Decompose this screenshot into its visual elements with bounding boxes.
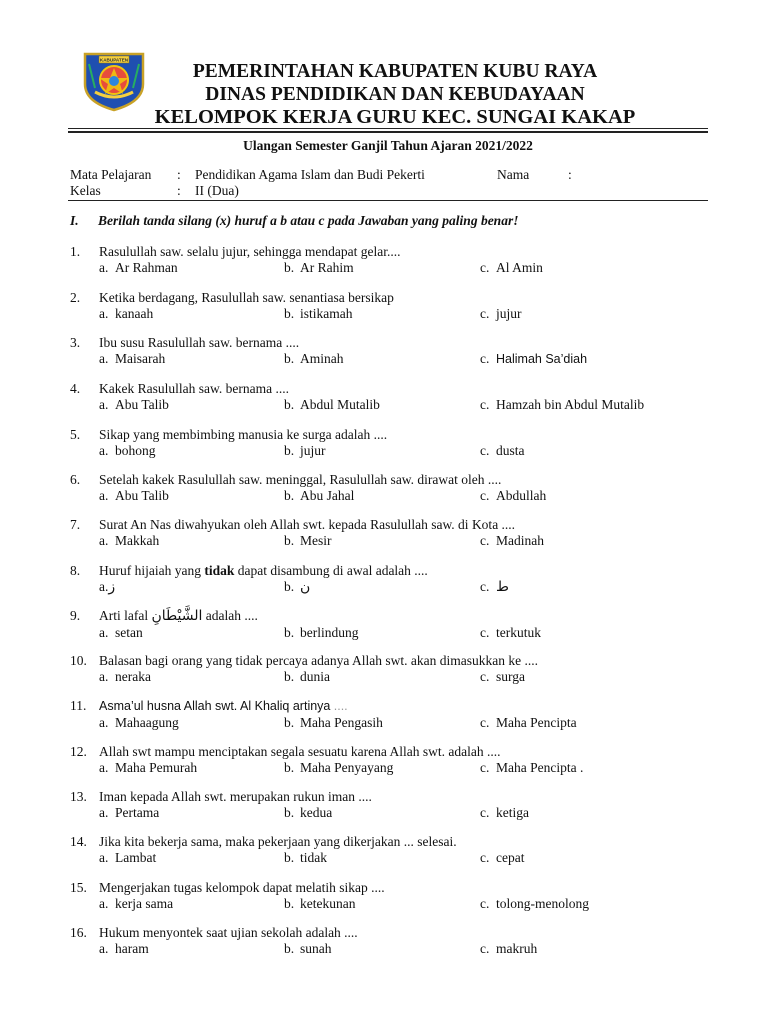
header-line-3: KELOMPOK KERJA GURU KEC. SUNGAI KAKAP: [154, 106, 636, 128]
option-c: c. makruh: [480, 940, 538, 956]
option-a: a. bohong: [99, 442, 156, 458]
emphasis-word: tidak: [204, 563, 235, 578]
question-number: 14.: [70, 834, 87, 849]
question-number: 15.: [70, 880, 87, 895]
option-b: b. Abdul Mutalib: [284, 396, 380, 412]
question-text: Ketika berdagang, Rasulullah saw. senantiasa bersikap: [99, 290, 394, 305]
option-b: b. kedua: [284, 804, 333, 820]
option-a: a. Abu Talib: [99, 396, 169, 412]
question-text: Mengerjakan tugas kelompok dapat melatih sikap ....: [99, 880, 385, 895]
option-b: b. ketekunan: [284, 895, 356, 911]
question-number: 13.: [70, 789, 87, 804]
meta-rule: [68, 200, 708, 201]
option-b: b. sunah: [284, 940, 332, 956]
option-a: a. haram: [99, 940, 149, 956]
option-b: b. Ar Rahim: [284, 259, 354, 275]
question-text: Hukum menyontek saat ujian sekolah adalah ....: [99, 925, 358, 940]
district-logo: [77, 48, 151, 112]
class-label: Kelas: [70, 183, 101, 198]
question-number: 10.: [70, 653, 87, 668]
name-label: Nama: [497, 167, 530, 182]
option-a: a. Mahaagung: [99, 714, 179, 730]
header-line-1: PEMERINTAHAN KABUPATEN KUBU RAYA: [192, 61, 598, 82]
option-c: c. Al Amin: [480, 259, 543, 275]
question-14: [70, 834, 710, 865]
subject-label: Mata Pelajaran: [70, 167, 152, 182]
question-6: [70, 472, 710, 503]
option-a: a. Makkah: [99, 532, 160, 548]
option-a: a. neraka: [99, 668, 151, 684]
header-rule-top: [68, 128, 708, 129]
question-number: 2.: [70, 290, 81, 305]
question-number: 3.: [70, 335, 81, 350]
option-a: a. Ar Rahman: [99, 259, 178, 275]
header-line-2: DINAS PENDIDIKAN DAN KEBUDAYAAN: [205, 84, 585, 105]
question-2: [70, 290, 710, 321]
question-text: Allah swt mampu menciptakan segala sesuatu karena Allah swt. adalah ....: [99, 744, 501, 759]
option-c: c. Hamzah bin Abdul Mutalib: [480, 396, 645, 412]
letterhead: [150, 60, 640, 129]
question-text: Asma’ul husna Allah swt. Al Khaliq artinya: [99, 699, 331, 713]
class-colon: :: [177, 183, 181, 198]
question-5: [70, 427, 710, 458]
question-8: 8. Huruf hijaiah yang tidak dapat disambung di awal adalah .... a.ز b. ن c. ط: [70, 563, 509, 595]
question-11: 11. Asma’ul husna Allah swt. Al Khaliq artinya .... a. Mahaagung b. Maha Pengasih c. Maha Pencipta: [70, 698, 577, 730]
question-text: Surat An Nas diwahyukan oleh Allah swt. kepada Rasulullah saw. di Kota ....: [99, 517, 516, 532]
question-number: 16.: [70, 925, 87, 940]
logo-text: KABUPATEN: [99, 57, 129, 63]
option-a: a. Maisarah: [99, 350, 166, 366]
question-15: [70, 880, 710, 911]
option-b: b. jujur: [284, 442, 326, 458]
option-a: a. Lambat: [99, 849, 157, 865]
option-b: b. Abu Jahal: [284, 487, 355, 503]
question-text: Ibu susu Rasulullah saw. bernama ....: [99, 335, 300, 350]
question-number: 5.: [70, 427, 81, 442]
option-c: c. Maha Pencipta: [480, 714, 577, 730]
section-instruction: [70, 213, 518, 229]
option-c: c. Halimah Sa’diah: [480, 350, 588, 366]
arabic-word: الشَّيْطَانِ: [151, 608, 203, 624]
option-a: a. kanaah: [99, 305, 154, 321]
option-b: b. dunia: [284, 668, 330, 684]
option-c: c. Abdullah: [480, 487, 547, 503]
option-c: c. dusta: [480, 442, 525, 458]
subject-value: Pendidikan Agama Islam dan Budi Pekerti: [195, 167, 425, 182]
question-number: 7.: [70, 517, 81, 532]
option-b: b. istikamah: [284, 305, 353, 321]
class-value: II (Dua): [195, 183, 239, 198]
question-text: Balasan bagi orang yang tidak percaya adanya Allah swt. akan dimasukkan ke ....: [99, 653, 538, 668]
name-colon: :: [568, 167, 572, 182]
question-number: 9.: [70, 608, 81, 623]
option-a: a. Maha Pemurah: [99, 759, 198, 775]
question-text: Sikap yang membimbing manusia ke surga adalah ....: [99, 427, 388, 442]
question-3: [70, 335, 710, 366]
option-a: a. Abu Talib: [99, 487, 169, 503]
option-c: c. Maha Pencipta .: [480, 759, 584, 775]
option-c: c. Madinah: [480, 532, 544, 548]
question-text: Jika kita bekerja sama, maka pekerjaan yang dikerjakan ... selesai.: [99, 834, 457, 849]
option-b: b. Mesir: [284, 532, 332, 548]
question-number: 12.: [70, 744, 87, 759]
question-9: 9. Arti lafal الشَّيْطَانِ adalah .... a. setan b. berlindung c. terkutuk: [70, 608, 541, 640]
option-c: c. surga: [480, 668, 525, 684]
question-10: [70, 653, 710, 684]
subject-colon: :: [177, 167, 181, 182]
question-1: [70, 244, 710, 275]
header-rule-bottom: [68, 131, 708, 133]
option-c: c. ketiga: [480, 804, 529, 820]
question-number: 1.: [70, 244, 81, 259]
option-a: a. Pertama: [99, 804, 160, 820]
option-b: b. Maha Pengasih: [284, 714, 383, 730]
option-b: b. tidak: [284, 849, 327, 865]
question-number: 4.: [70, 381, 81, 396]
option-c: c. terkutuk: [480, 624, 541, 640]
question-13: [70, 789, 710, 820]
question-number: 6.: [70, 472, 81, 487]
exam-title: Ulangan Semester Ganjil Tahun Ajaran 2021/2022: [243, 138, 533, 153]
option-a: a.ز: [99, 578, 116, 595]
question-text: Rasulullah saw. selalu jujur, sehingga mendapat gelar....: [99, 244, 401, 259]
option-b: b. Aminah: [284, 350, 344, 366]
question-number: 8.: [70, 563, 81, 578]
option-c: c. ط: [480, 578, 509, 595]
option-b: b. Maha Penyayang: [284, 759, 394, 775]
instruction-text: Berilah tanda silang (x) huruf a b atau c pada Jawaban yang paling benar!: [98, 213, 519, 228]
option-a: a. kerja sama: [99, 895, 174, 911]
option-c: c. cepat: [480, 849, 525, 865]
question-16: [70, 925, 710, 956]
option-b: b. berlindung: [284, 624, 359, 640]
question-number: 11.: [70, 698, 87, 713]
question-12: [70, 744, 710, 775]
question-text: Setelah kakek Rasulullah saw. meninggal, Rasulullah saw. dirawat oleh ....: [99, 472, 502, 487]
question-text: Kakek Rasulullah saw. bernama ....: [99, 381, 289, 396]
option-b: b. ن: [284, 578, 311, 595]
option-c: c. jujur: [480, 305, 522, 321]
option-a: a. setan: [99, 624, 143, 640]
question-4: [70, 381, 710, 412]
question-7: [70, 517, 710, 548]
question-text: Iman kepada Allah swt. merupakan rukun iman ....: [99, 789, 372, 804]
option-c: c. tolong-menolong: [480, 895, 589, 911]
section-number: I.: [70, 213, 79, 228]
